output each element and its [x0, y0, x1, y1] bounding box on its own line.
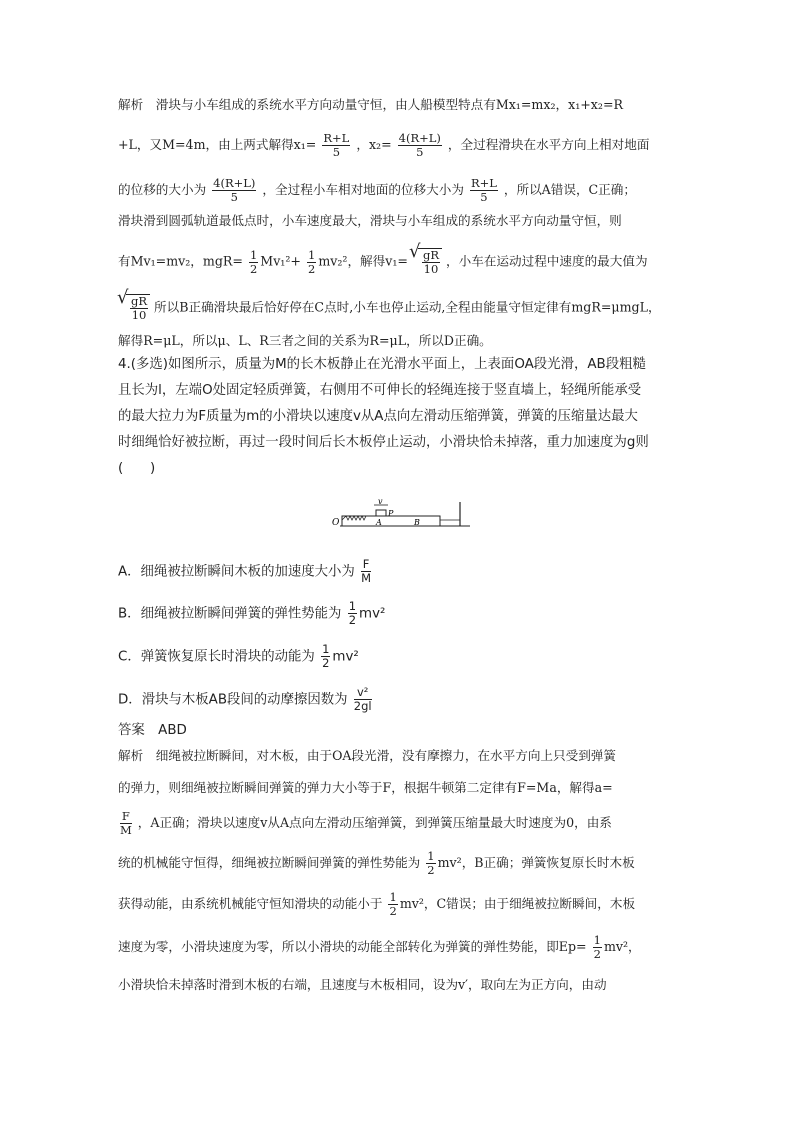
solution1-line-2: +L，又M=4m，由上两式解得x₁= $\frac{R+L}{5}$ ，x₂= $\frac{4(R+L)}{5}$ ，全过程滑块在水平方向上相对地面	[118, 131, 650, 159]
solution2-line-1: 解析 细绳被拉断瞬间，对木板，由于OA段光滑，没有摩擦力，在水平方向上只受到弹簧	[118, 748, 616, 763]
label-A: A	[376, 518, 382, 527]
answer: 答案 ABD	[118, 723, 187, 738]
question-line-4: 时细绳恰好被拉断，再过一段时间后长木板停止运动，小滑块恰未掉落，重力加速度为g则	[118, 435, 649, 450]
question-line-5: ( )	[118, 461, 156, 476]
solution1-line-1: 解析 滑块与小车组成的系统水平方向动量守恒，由人船模型特点有Mx₁=mx₂，x₁+x₂=R	[118, 97, 623, 112]
solution2-line-7: 小滑块恰未掉落时滑到木板的右端，且速度与木板相同，设为v′，取向左为正方向，由动	[118, 977, 607, 992]
solution2-line-2: 的弹力，则细绳被拉断瞬间弹簧的弹力大小等于F，根据牛顿第二定律有F=Ma，解得a=	[118, 780, 613, 795]
solution1-line-5: 有Mv₁=mv₂，mgR= $\frac{1}{2}$ Mv₁²+ $\frac{1}{2}$ mv₂²，解得v₁= √ $\frac{gR}{10}$ ，小车在运动过程中速度的最大值为	[118, 248, 648, 276]
option-C: C．弹簧恢复原长时滑块的动能为 $\frac{1}{2}$ mv²	[118, 642, 359, 670]
label-P: P	[388, 509, 394, 518]
option-B: B．细绳被拉断瞬间弹簧的弹性势能为 $\frac{1}{2}$ mv²	[118, 599, 386, 627]
option-A: A．细绳被拉断瞬间木板的加速度大小为 $\frac{F}{M}$	[118, 557, 372, 585]
solution1-line-7: 解得R=μL，所以μ、L、R三者之间的关系为R=μL，所以D正确。	[118, 333, 492, 348]
solution2-line-5: 获得动能，由系统机械能守恒知滑块的动能小于 $\frac{1}{2}$ mv²，C错误；由于细绳被拉断瞬间，木板	[118, 890, 636, 918]
solution2-line-4: 统的机械能守恒得，细绳被拉断瞬间弹簧的弹性势能为 $\frac{1}{2}$ mv²，B正确；弹簧恢复原长时木板	[118, 849, 635, 877]
question-line-3: 的最大拉力为F质量为m的小滑块以速度v从A点向左滑动压缩弹簧，弹簧的压缩量达最大	[118, 409, 638, 424]
solution1-line-4: 滑块滑到圆弧轨道最低点时，小车速度最大，滑块与小车组成的系统水平方向动量守恒，则	[118, 213, 622, 228]
label-O: O	[332, 518, 340, 528]
label-v: v	[378, 497, 383, 506]
spring-board-diagram	[330, 496, 480, 534]
label-B: B	[414, 518, 420, 527]
solution2-line-3: $\frac{F}{M}$ ，A正确；滑块以速度v从A点向左滑动压缩弹簧，到弹簧压缩量最大时速度为0，由系	[120, 809, 612, 837]
solution1-line-3: 的位移的大小为 $\frac{4(R+L)}{5}$ ，全过程小车相对地面的位移大小为 $\frac{R+L}{5}$ ，所以A错误，C正确；	[118, 176, 636, 204]
question-line-1: 4.(多选)如图所示，质量为M的长木板静止在光滑水平面上，上表面OA段光滑，AB段粗糙	[118, 357, 646, 372]
solution2-line-6: 速度为零，小滑块速度为零，所以小滑块的动能全部转化为弹簧的弹性势能，即Ep= $\frac{1}{2}$ mv²，	[118, 933, 641, 961]
solution1-line-6: √ $\frac{gR}{10}$ 所以B正确滑块最后恰好停在C点时,小车也停止运动,全程由能量守恒定律有mgR=μmgL，	[118, 294, 661, 322]
question-line-2: 且长为l，左端O处固定轻质弹簧，右侧用不可伸长的轻绳连接于竖直墙上，轻绳所能承受	[118, 383, 642, 398]
option-D: D．滑块与木板AB段间的动摩擦因数为 $\frac{\text{v²}}{2gl}$	[118, 685, 372, 713]
